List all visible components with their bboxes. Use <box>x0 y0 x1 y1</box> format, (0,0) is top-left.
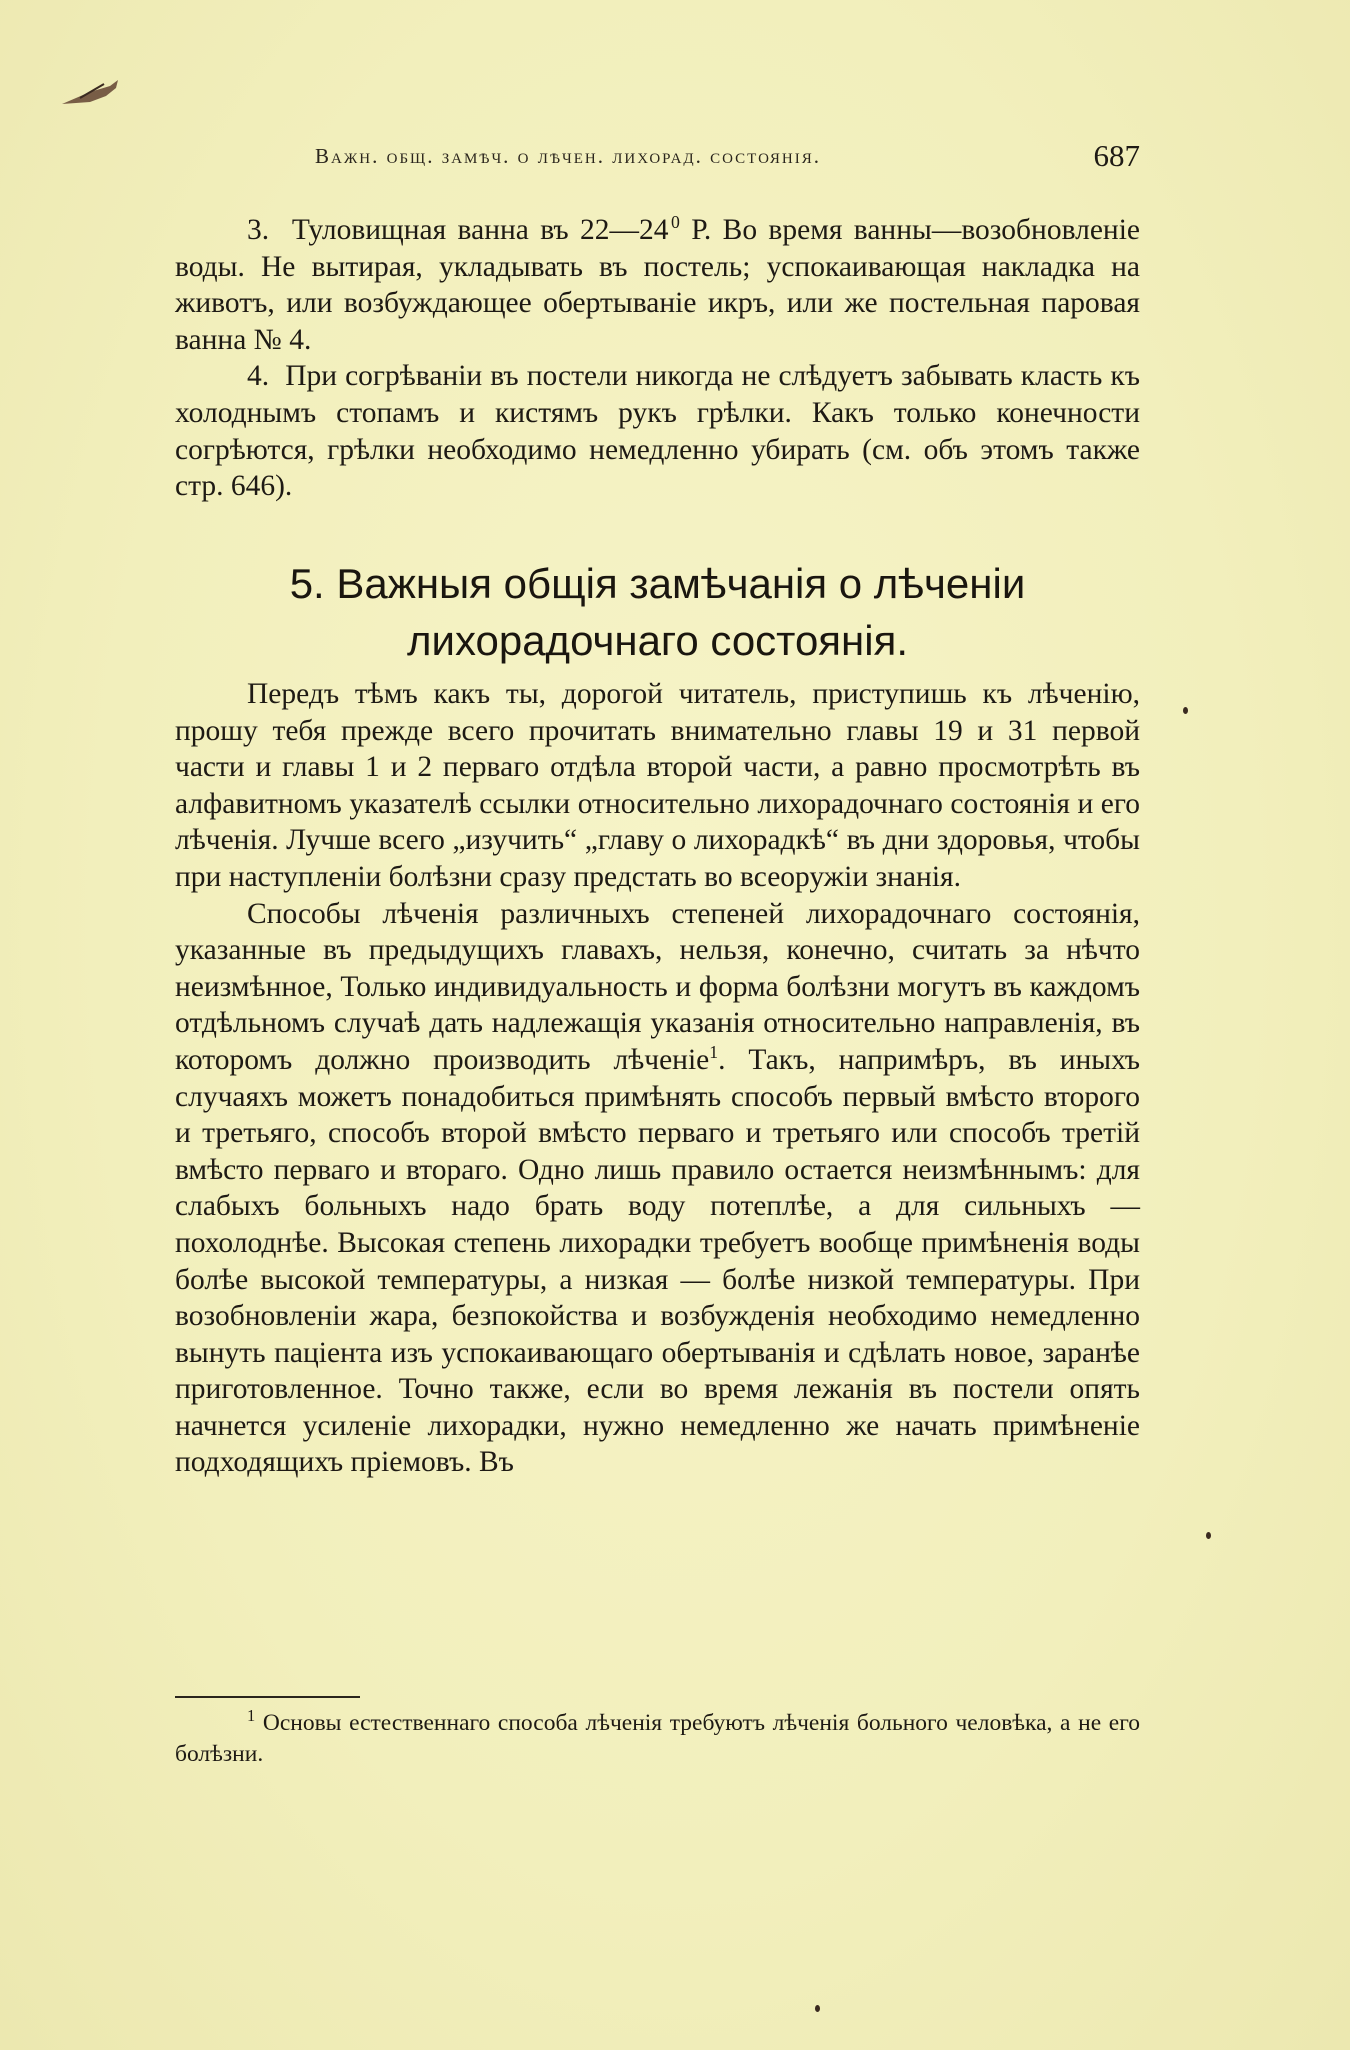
footnote-divider <box>175 1696 360 1698</box>
footnote-marker: 1 <box>247 1706 256 1726</box>
paragraph-text-continued: . Такъ, напримѣръ, въ иныхъ случаяхъ можетъ понадобиться примѣнять способъ первый вмѣсто второго и третьяго, способъ второй вмѣсто перваго и третьяго или способъ третій вмѣсто перваго и втораго. Одно лишь правило остается неизмѣннымъ: для слабыхъ больныхъ надо брать воду потеплѣе, а для сильныхъ — похолоднѣе. Высокая степень лихорадки требуетъ вообще примѣненія воды болѣе высокой температуры, а низкая — болѣе низкой температуры. При возобновленіи жара, безпокойства и возбужденія необходимо немедленно вынуть паціента изъ успокаивающаго обертыванія и сдѣлать новое, заранѣе приготовленное. Точно также, если во время лежанія въ постели опять начнется усиленіе лихорадки, нужно немедленно же начать примѣненіе подходящихъ пріемовъ. Въ <box>175 1043 1140 1479</box>
list-item-text: При согрѣваніи въ постели никогда не слѣдуетъ забывать класть къ холоднымъ стопамъ и кистямъ рукъ грѣлки. Какъ только конечности согрѣются, грѣлки необходимо немедленно убирать (см. объ этомъ также стр. 646). <box>175 360 1140 503</box>
list-item <box>175 358 1140 504</box>
list-item <box>175 212 1140 358</box>
list-item-text: Туловищная ванна въ 22—24 <box>291 214 669 246</box>
degree-sign: 0 <box>671 212 680 233</box>
paper-speck <box>1206 1532 1211 1539</box>
paper-speck <box>815 2005 820 2012</box>
running-head <box>175 138 1140 178</box>
list-item-number: 4. <box>247 360 270 393</box>
list-item-number: 3. <box>247 214 270 246</box>
paragraph <box>175 896 1140 1482</box>
section-heading <box>175 555 1140 669</box>
running-title: Важн. общ. замѣч. о лѣчен. лихорад. состоянія. <box>315 144 821 168</box>
numbered-list <box>175 212 1140 505</box>
paper-speck <box>1183 707 1188 714</box>
paragraph: Передъ тѣмъ какъ ты, дорогой читатель, приступишь къ лѣченію, прошу тебя прежде всего прочитать внимательно главы 19 и 31 первой части и главы 1 и 2 перваго отдѣла второй части, а равно просмотрѣть въ алфавитномъ указателѣ ссылки относительно лихорадочнаго состоянія и его лѣченія. Лучше всего „изучить“ „главу о лихорадкѣ“ въ дни здоровья, чтобы при наступленіи болѣзни сразу предстать во всеоружіи знанія. <box>175 678 1140 893</box>
section-heading-line-2: лихорадочнаго состоянія. <box>406 617 908 664</box>
footnote-text: Основы естественнаго способа лѣченія требуютъ лѣченія больного человѣка, а не его болѣзни. <box>175 1710 1140 1767</box>
footnote <box>175 1708 1140 1770</box>
footnote-reference: 1 <box>709 1042 719 1063</box>
page-number: 687 <box>1093 138 1140 173</box>
body-text <box>175 676 1140 1481</box>
corner-ink-mark <box>60 78 122 108</box>
list-item-text-continued: Р. Во время ванны—возобновленіе воды. Не вытирая, укладывать въ постель; успокаивающая накладка на животъ, или возбуждающее обертываніе икръ, или же постельная паровая ванна № 4. <box>175 214 1141 356</box>
paragraph-text: Способы лѣченія различныхъ степеней лихорадочнаго состоянія, указанные въ предыдущихъ главахъ, нельзя, конечно, считать за нѣчто неизмѣнное, Только индивидуальность и форма болѣзни могутъ въ каждомъ отдѣльномъ случаѣ дать надлежащія указанія относительно направленія, въ которомъ должно производить лѣченіе <box>175 897 1140 1076</box>
section-heading-line-1: 5. Важныя общія замѣчанія о лѣченіи <box>289 560 1026 607</box>
